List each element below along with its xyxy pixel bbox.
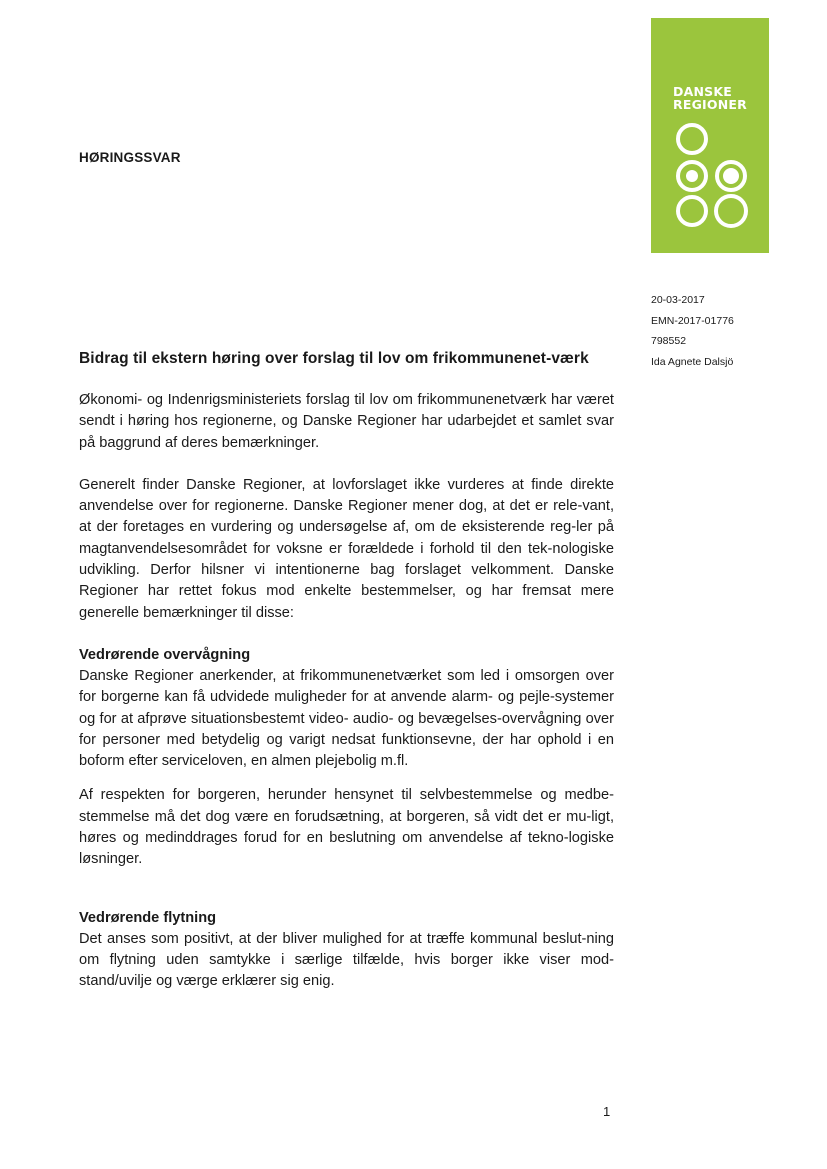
surveillance-paragraph-1: Danske Regioner anerkender, at frikommunenetværket som led i omsorgen over for borgerne kan få udvidede muligheder for at anvende alarm- og pejle-systemer og for at afprøve situationsbestemt video- audio- og bevægelses-overvågning over for personer med betydelig og varigt nedsat funktionsevne, der har ophold i en boform efter serviceloven, en almen plejebolig m.fl. — [79, 667, 614, 770]
logo-circles-icon — [651, 18, 769, 253]
document-metadata — [651, 290, 734, 372]
author-name: Ida Agnete Dalsjö — [651, 355, 734, 368]
document-title: Bidrag til ekstern høring over forslag til lov om frikommunenet-værk — [79, 350, 589, 367]
case-number: EMN-2017-01776 — [651, 314, 734, 327]
danske-regioner-logo — [651, 18, 769, 253]
page-number: 1 — [603, 1104, 611, 1119]
document-body — [79, 348, 614, 1014]
body-paragraph-1: Økonomi- og Indenrigsministeriets forslag til lov om frikommunenetværk har været sendt i høring hos regionerne, og Danske Regioner har udarbejdet et samlet svar på baggrund af deres bemærkninger. — [79, 392, 614, 451]
body-paragraph-2: Generelt finder Danske Regioner, at lovforslaget ikke vurderes at finde direkte anvendelse over for regionerne. Danske Regioner mener dog, at det er rele-vant, at der foretages en vurdering og undersøgelse af, om de eksisterende reg-ler på magtanvendelsesområdet for voksne er forældede i forhold til den tek-nologiske udvikling. Derfor hilsner vi intentionerne bag forslaget velkomment. Danske Regioner har rettet fokus mod enkelte bestemmelser, og har fremsat mere generelle bemærkninger til disse: — [79, 476, 614, 621]
document-date: 20-03-2017 — [651, 294, 705, 306]
logo-line-2: REGIONER — [673, 97, 747, 112]
document-type: HØRINGSSVAR — [79, 150, 181, 165]
logo-line-1: DANSKE — [673, 84, 732, 99]
surveillance-paragraph-2: Af respekten for borgeren, herunder hensynet til selvbestemmelse og medbe-stemmelse må det dog være en forudsætning, at borgeren, så vidt det er mu-ligt, høres og medinddrages forud for en beslutning om anvendelse af tekno-logiske løsninger. — [79, 787, 614, 868]
section-heading-relocation: Vedrørende flytning — [79, 909, 217, 926]
relocation-paragraph-1: Det anses som positivt, at der bliver mulighed for at træffe kommunal beslut-ning om flytning uden samtykke i særlige tilfælde, hvis borger ikke viser mod-stand/uvilje og værge erklærer sig enig. — [79, 930, 614, 990]
section-heading-surveillance: Vedrørende overvågning — [79, 646, 251, 663]
document-number: 798552 — [651, 335, 687, 347]
